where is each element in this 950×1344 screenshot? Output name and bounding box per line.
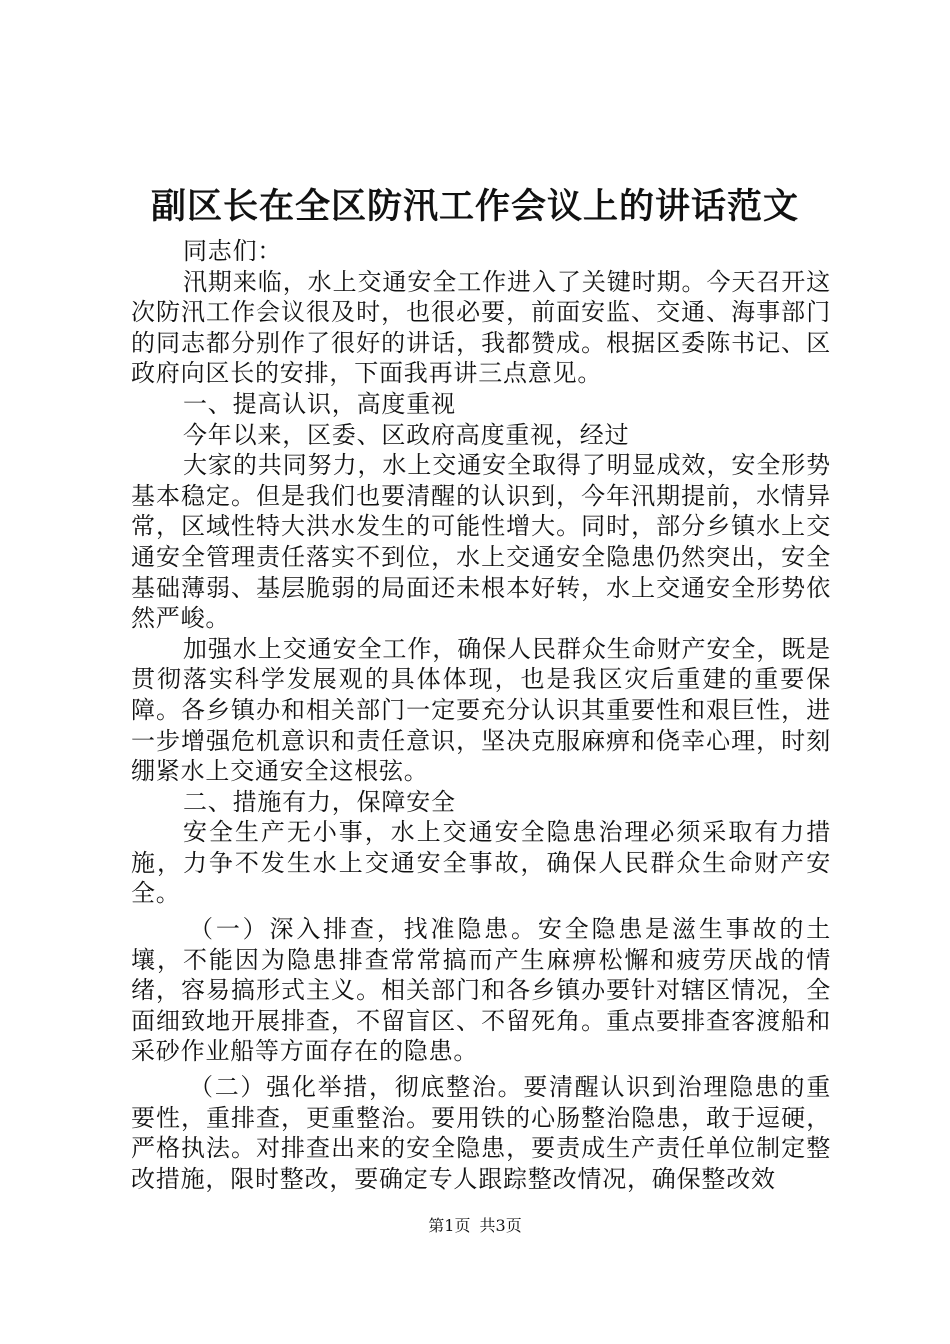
paragraph-greeting: 同志们：	[183, 237, 283, 265]
paragraph-intro: 汛期来临，水上交通安全工作进入了关键时期。今天召开这次防汛工作会议很及时，也很必要，前面安监、交通、海事部门的同志都分别作了很好的讲话，我都赞成。根据区委陈书记、区政府向区长的安排，下面我再讲三点意见。	[131, 267, 831, 388]
paragraph: 今年以来，区委、区政府高度重视，经过	[183, 420, 630, 449]
subsection-paragraph-1: （一）深入排查，找准隐患。安全隐患是滋生事故的土壤，不能因为隐患排查常常搞而产生麻痹松懈和疲劳厌战的情绪，容易搞形式主义。相关部门和各乡镇办要针对辖区情况，全面细致地开展排查，不留盲区、不留死角。重点要排查客渡船和采砂作业船等方面存在的隐患。	[131, 915, 831, 1066]
page-footer	[0, 1215, 950, 1237]
paragraph: 加强水上交通安全工作，确保人民群众生命财产安全，既是贯彻落实科学发展观的具体体现，也是我区灾后重建的重要保障。各乡镇办和相关部门一定要充分认识其重要性和艰巨性，进一步增强危机意识和责任意识，坚决克服麻痹和侥幸心理，时刻绷紧水上交通安全这根弦。	[131, 634, 831, 786]
page-total: 共3页	[479, 1216, 522, 1235]
paragraph: 安全生产无小事，水上交通安全隐患治理必须采取有力措施，力争不发生水上交通安全事故，确保人民群众生命财产安全。	[131, 818, 831, 908]
subsection-paragraph-2: （二）强化举措，彻底整治。要清醒认识到治理隐患的重要性，重排查，更重整治。要用铁的心肠整治隐患，敢于逗硬，严格执法。对排查出来的安全隐患，要责成生产责任单位制定整改措施，限时整改，要确定专人跟踪整改情况，确保整改效	[131, 1073, 831, 1193]
section-heading-2: 二、措施有力，保障安全	[183, 787, 456, 816]
paragraph: 大家的共同努力，水上交通安全取得了明显成效，安全形势基本稳定。但是我们也要清醒的认识到，今年汛期提前，水情异常，区域性特大洪水发生的可能性增大。同时，部分乡镇水上交通安全管理责任落实不到位，水上交通安全隐患仍然突出，安全基础薄弱、基层脆弱的局面还未根本好转，水上交通安全形势依然严峻。	[131, 451, 831, 633]
page-number: 第1页	[428, 1216, 471, 1235]
section-heading-1: 一、提高认识，高度重视	[183, 389, 456, 418]
document-body	[131, 236, 831, 1194]
document-title: 副区长在全区防汛工作会议上的讲话范文	[150, 186, 799, 227]
